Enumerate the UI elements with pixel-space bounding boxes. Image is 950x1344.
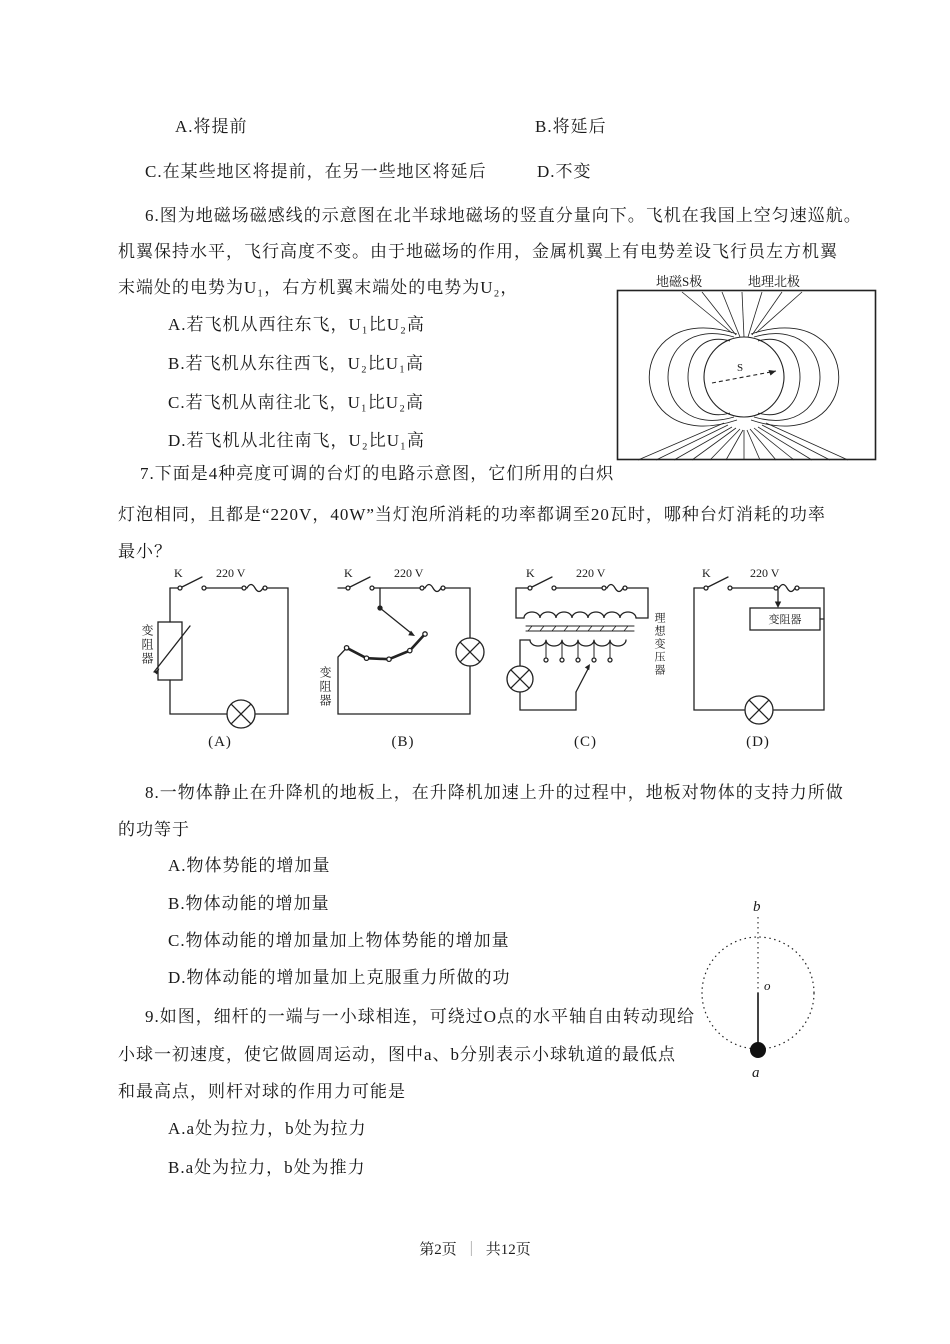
voltage-label: 220 V	[216, 566, 246, 580]
source-terminal	[602, 586, 606, 590]
circuit-b-diagram	[318, 562, 488, 740]
q9-stem-line3: 和最高点，则杆对球的作用力可能是	[118, 1082, 406, 1101]
circular-motion-shapes	[702, 917, 814, 1058]
fig6-label-geographic-north: 地理北极	[748, 274, 801, 289]
circuit-c-caption: (C)	[574, 734, 597, 750]
q5-option-a: A.将提前	[175, 117, 248, 136]
q9-stem-line2: 小球一初速度，使它做圆周运动，图中a、b分别表示小球轨道的最低点	[118, 1045, 677, 1064]
transformer-label: 理想变压器	[653, 612, 665, 677]
circuit-d-caption: (D)	[746, 734, 770, 750]
q8-stem-line2: 的功等于	[118, 820, 190, 839]
ac-source-icon	[779, 585, 795, 592]
tap-contact	[408, 648, 412, 652]
switch-icon	[704, 586, 708, 590]
earth-field-figure	[616, 289, 878, 462]
circuit-b-wires	[338, 577, 484, 714]
circular-motion-figure	[688, 897, 830, 1087]
circuit-a-caption: (A)	[208, 734, 232, 750]
circuit-a	[140, 562, 300, 757]
switch-icon	[178, 586, 182, 590]
earth-s-label: S	[737, 362, 744, 374]
q8-option-c: C.物体动能的增加量加上物体势能的增加量	[168, 931, 510, 950]
q6-stem-line3: 末端处的电势为U₁，右方机翼末端处的电势为U₂，	[118, 278, 519, 297]
point-a-label: a	[752, 1065, 760, 1081]
ac-source-icon	[247, 585, 263, 592]
circuit-d-wires	[694, 577, 824, 724]
circuit-a-diagram	[140, 562, 300, 740]
footer-separator: ｜	[463, 1242, 479, 1258]
q6-stem-line2: 机翼保持水平，飞行高度不变。由于地磁场的作用，金属机翼上有电势差设飞行员左方机翼	[118, 242, 838, 261]
selector-arm	[380, 608, 411, 633]
q8-option-d: D.物体动能的增加量加上克服重力所做的功	[168, 968, 511, 987]
switch-label: K	[526, 566, 535, 580]
q6-option-b: B.若飞机从东往西飞，U₂比U₁高	[168, 354, 424, 373]
tap-contact	[544, 658, 548, 662]
ac-source-icon	[425, 585, 441, 592]
tap-contact	[387, 657, 391, 661]
q6-stem-line1: 6.图为地磁场磁感线的示意图在北半球地磁场的竖直分量向下。飞机在我国上空匀速巡航。	[145, 206, 862, 225]
field-lines-loops	[649, 328, 839, 426]
q5-option-b: B.将延后	[535, 117, 607, 136]
rheostat-label: 变阻器	[768, 614, 802, 626]
circuit-d-diagram	[678, 562, 838, 740]
switch-icon	[528, 586, 532, 590]
rheostat-label: 变阻器	[140, 624, 154, 666]
q8-option-b: B.物体动能的增加量	[168, 894, 330, 913]
switch-icon	[346, 586, 350, 590]
field-lines-bottom-fan	[638, 423, 848, 460]
voltage-label: 220 V	[576, 566, 606, 580]
tap-contact	[344, 646, 348, 650]
resistor-chain	[347, 634, 425, 659]
q6-option-a: A.若飞机从西往东飞，U₁比U₂高	[168, 315, 425, 334]
field-figure-frame	[618, 291, 876, 460]
q7-stem-line1: 7.下面是4种亮度可调的台灯的电路示意图，它们所用的白炽	[140, 464, 615, 483]
switch-label: K	[702, 566, 711, 580]
earth-circle	[704, 337, 784, 417]
point-o-label: o	[764, 978, 771, 993]
tap-contact	[560, 658, 564, 662]
tap-selector-arm	[576, 667, 589, 692]
circuit-c	[498, 562, 673, 757]
q6-option-d: D.若飞机从北往南飞，U₂比U₁高	[168, 431, 425, 450]
circuit-d	[678, 562, 838, 757]
primary-coil	[524, 612, 636, 618]
switch-label: K	[344, 566, 353, 580]
q8-stem-line1: 8.一物体静止在升降机的地板上，在升降机加速上升的过程中，地板对物体的支持力所做	[145, 783, 844, 802]
q5-option-d: D.不变	[537, 162, 592, 181]
page-footer	[0, 1238, 950, 1259]
circuit-c-diagram	[498, 562, 673, 740]
q5-option-c: C.在某些地区将提前，在另一些地区将延后	[145, 162, 487, 181]
rheostat-arrow	[154, 626, 190, 672]
voltage-label: 220 V	[394, 566, 424, 580]
tap-contact	[423, 632, 427, 636]
ac-source-icon	[607, 585, 623, 592]
tap-contact	[364, 656, 368, 660]
ball	[750, 1042, 766, 1058]
q6-option-c: C.若飞机从南往北飞，U₁比U₂高	[168, 393, 424, 412]
q9-option-a: A.a处为拉力，b处为拉力	[168, 1119, 367, 1138]
switch-label: K	[174, 566, 183, 580]
circuit-b	[318, 562, 488, 757]
q9-option-b: B.a处为拉力，b处为推力	[168, 1158, 366, 1177]
circuit-b-caption: (B)	[391, 734, 415, 750]
source-terminal	[420, 586, 424, 590]
q7-stem-line3: 最小？	[118, 542, 172, 561]
q9-stem-line1: 9.如图，细杆的一端与一小球相连，可绕过O点的水平轴自由转动现给	[145, 1007, 696, 1026]
source-terminal	[242, 586, 246, 590]
tap-contact	[576, 658, 580, 662]
field-lines-top-fan	[682, 292, 802, 337]
footer-page-number: 第2页	[419, 1242, 457, 1258]
voltage-label: 220 V	[750, 566, 780, 580]
tap-contact	[608, 658, 612, 662]
rheostat-label: 变阻器	[318, 666, 332, 708]
tap-contact	[592, 658, 596, 662]
point-b-label: b	[753, 899, 761, 915]
circuit-c-wires	[507, 577, 648, 710]
q8-option-a: A.物体势能的增加量	[168, 856, 331, 875]
footer-page-total: 共12页	[485, 1242, 531, 1258]
fig6-label-magnetic-south: 地磁S极	[656, 274, 703, 289]
circuit-a-wires	[154, 577, 288, 728]
q7-stem-line2: 灯泡相同，且都是“220V，40W”当灯泡所消耗的功率都调至20瓦时，哪种台灯消耗的功率	[118, 505, 826, 524]
magnet-axis	[712, 371, 776, 383]
